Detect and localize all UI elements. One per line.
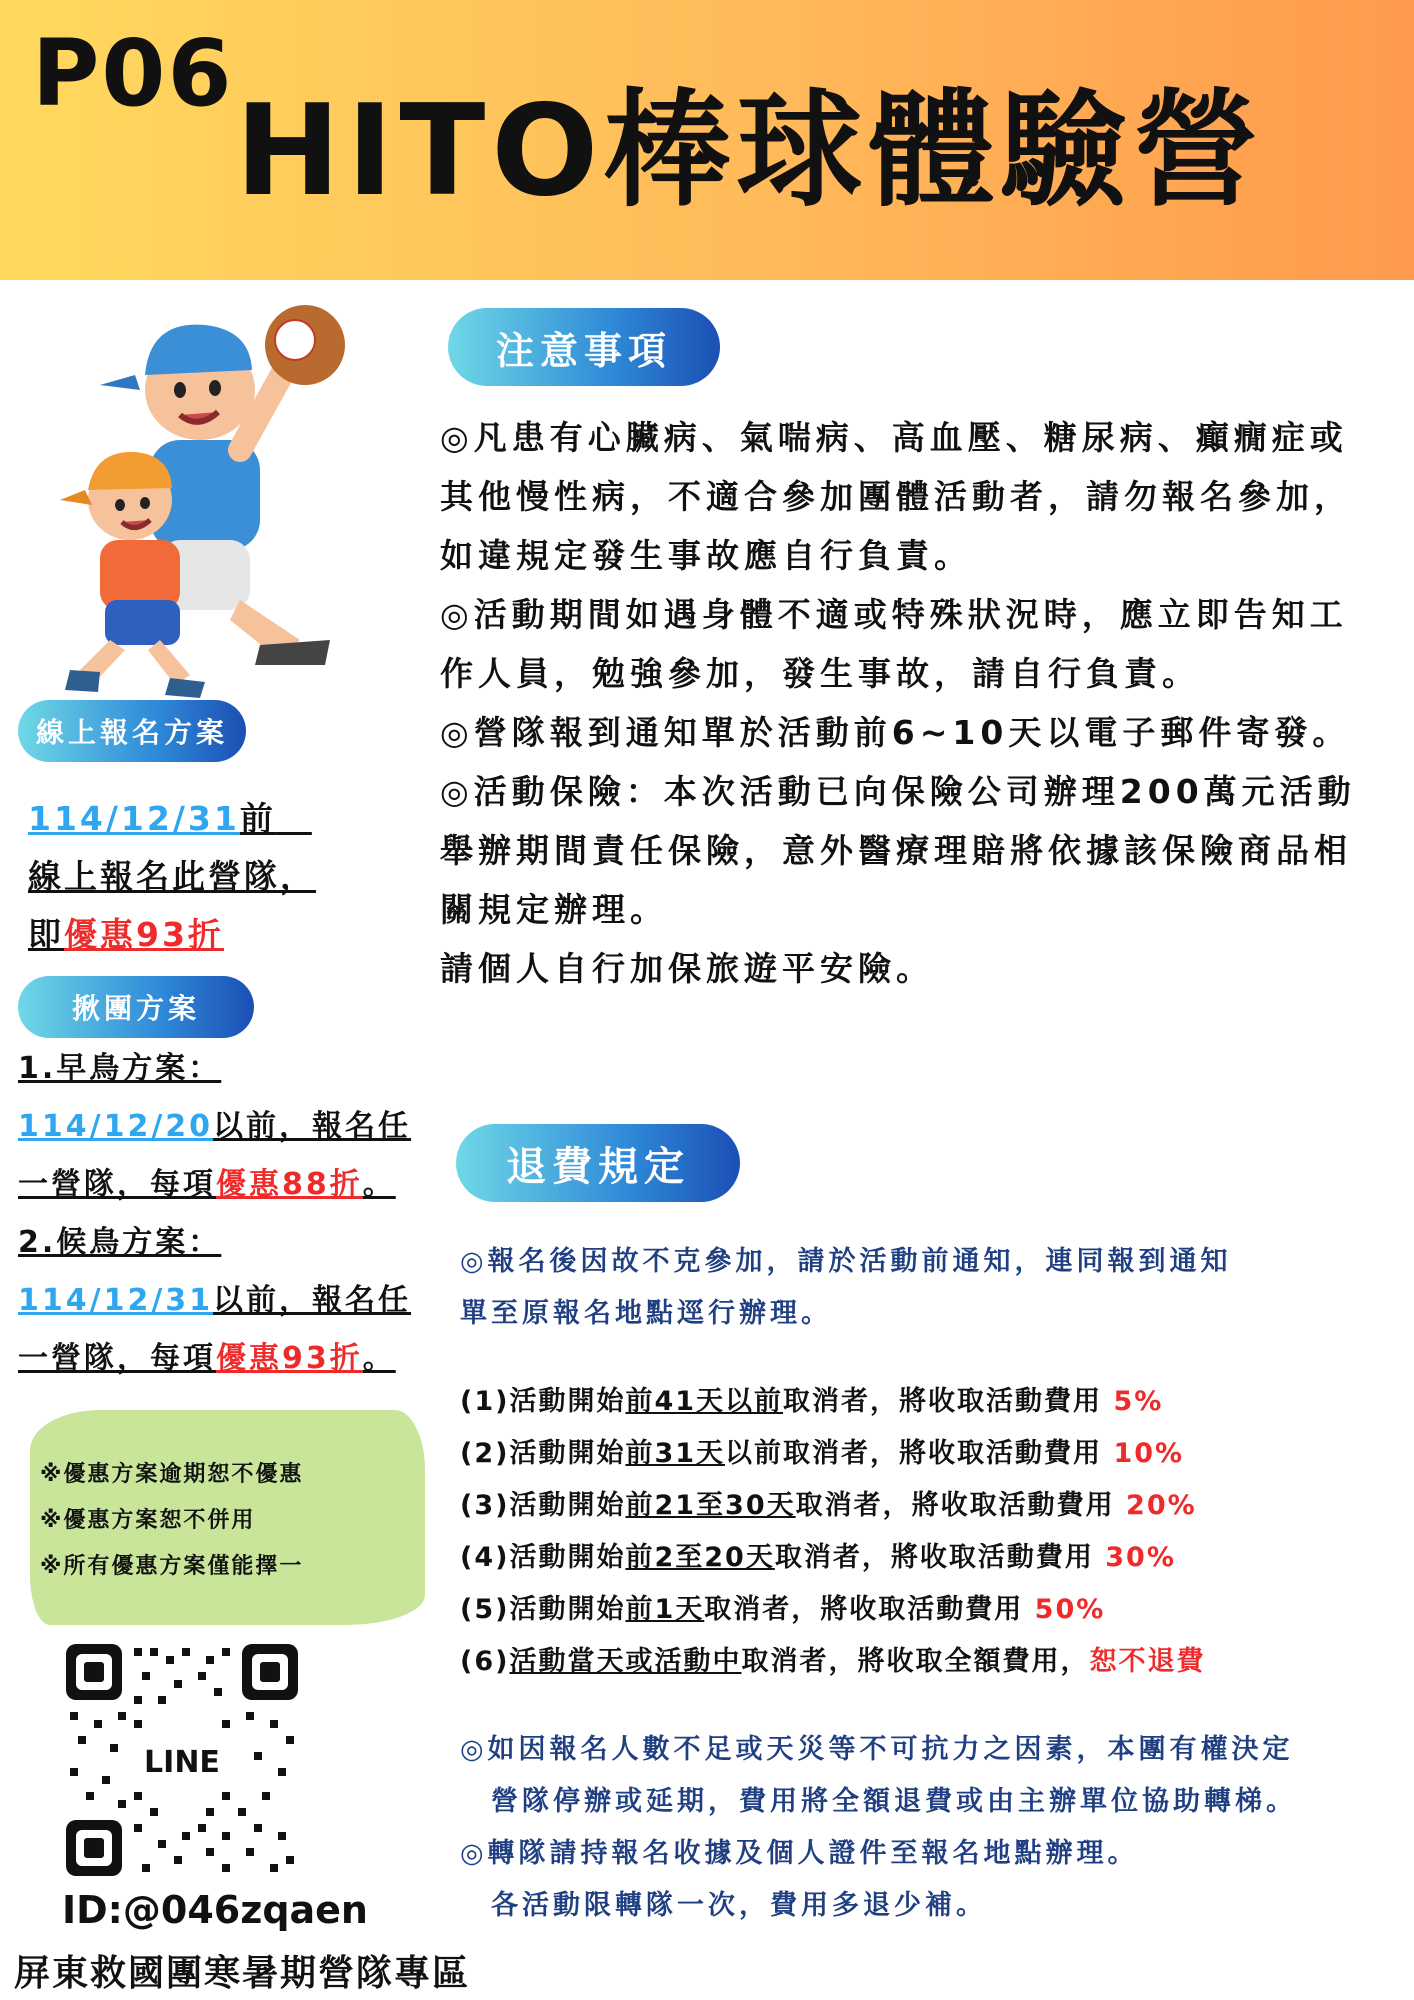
late-end: 。 (362, 1341, 396, 1376)
note-item: ※優惠方案恕不併用 (40, 1508, 256, 1533)
group-plan-heading: 揪團方案 (18, 976, 254, 1038)
notice-heading: 注意事項 (448, 308, 720, 386)
online-date-suffix: 前 (239, 799, 276, 838)
notice-body (440, 408, 1380, 998)
late-discount: 優惠93折 (216, 1341, 363, 1376)
early-text1: 以前，報名任 (213, 1109, 412, 1144)
refund-notes (460, 1724, 1297, 1932)
online-date: 114/12/31 (28, 799, 240, 838)
online-plan-body (28, 790, 316, 964)
notes-list (40, 1452, 303, 1590)
notice-paragraph: 請個人自行加保旅遊平安險。 (440, 949, 934, 988)
page-title: HITO棒球體驗營 (235, 77, 1265, 224)
refund-intro (460, 1236, 1232, 1340)
kids-baseball-illustration (40, 300, 380, 700)
refund-item: (6)活動當天或活動中取消者，將收取全額費用，恕不退費 (460, 1646, 1206, 1677)
early-date: 114/12/20 (18, 1109, 214, 1144)
refund-item: (1)活動開始前41天以前取消者，將收取活動費用 5% (460, 1386, 1164, 1417)
early-end: 。 (362, 1167, 396, 1202)
online-line2: 線上報名此營隊， (28, 857, 316, 896)
notice-paragraph: ◎活動期間如遇身體不適或特殊狀況時，應立即告知工作人員，勉強參加，發生事故，請自行負責。 (440, 595, 1348, 693)
refund-heading: 退費規定 (456, 1124, 740, 1202)
notice-paragraph: ◎營隊報到通知單於活動前6~10天以電子郵件寄發。 (440, 713, 1351, 752)
footer-text: 屏東救國團寒暑期營隊專區 (14, 1953, 471, 1994)
refund-intro-line: ◎報名後因故不克參加，請於活動前通知，連同報到通知 (460, 1246, 1232, 1277)
qr-label: LINE (144, 1745, 220, 1780)
late-text2: 一營隊，每項 (18, 1341, 216, 1376)
online-line3-prefix: 即 (28, 915, 64, 954)
refund-note-line: 營隊停辦或延期，費用將全額退費或由主辦單位協助轉梯。 (460, 1786, 1297, 1817)
refund-item: (5)活動開始前1天取消者，將收取活動費用 50% (460, 1594, 1106, 1625)
online-plan-heading: 線上報名方案 (18, 700, 246, 762)
refund-item: (2)活動開始前31天以前取消者，將收取活動費用 10% (460, 1438, 1185, 1469)
note-item: ※優惠方案逾期恕不優惠 (40, 1462, 304, 1487)
notice-paragraph: ◎凡患有心臟病、氣喘病、高血壓、糖尿病、癲癇症或其他慢性病，不適合參加團體活動者，請勿報名參加，如違規定發生事故應自行負責。 (440, 418, 1352, 575)
refund-item: (3)活動開始前21至30天取消者，將收取活動費用 20% (460, 1490, 1197, 1521)
online-discount: 優惠93折 (64, 915, 224, 954)
refund-item: (4)活動開始前2至20天取消者，將收取活動費用 30% (460, 1542, 1176, 1573)
early-title: 1.早鳥方案： (18, 1051, 222, 1086)
header-banner (0, 0, 1414, 280)
camp-code: P06 (32, 20, 234, 127)
notice-paragraph: ◎活動保險：本次活動已向保險公司辦理200萬元活動舉辦期間責任保險，意外醫療理賠將依據該保險商品相關規定辦理。 (440, 772, 1356, 929)
late-date: 114/12/31 (18, 1283, 214, 1318)
line-id: ID:@046zqaen (62, 1888, 368, 1932)
refund-note-line: ◎如因報名人數不足或天災等不可抗力之因素，本團有權決定 (460, 1734, 1294, 1765)
early-text2: 一營隊，每項 (18, 1167, 216, 1202)
refund-note-line: 各活動限轉隊一次，費用多退少補。 (460, 1890, 987, 1921)
refund-intro-line: 單至原報名地點逕行辦理。 (460, 1298, 832, 1329)
early-discount: 優惠88折 (216, 1167, 363, 1202)
group-plan-body (18, 1040, 411, 1388)
late-title: 2.候鳥方案： (18, 1225, 222, 1260)
line-qr-code[interactable] (62, 1640, 302, 1880)
late-text1: 以前，報名任 (213, 1283, 412, 1318)
refund-note-line: ◎轉隊請持報名收據及個人證件至報名地點辦理。 (460, 1838, 1139, 1869)
refund-list (460, 1376, 1205, 1688)
note-item: ※所有優惠方案僅能擇一 (40, 1554, 304, 1579)
